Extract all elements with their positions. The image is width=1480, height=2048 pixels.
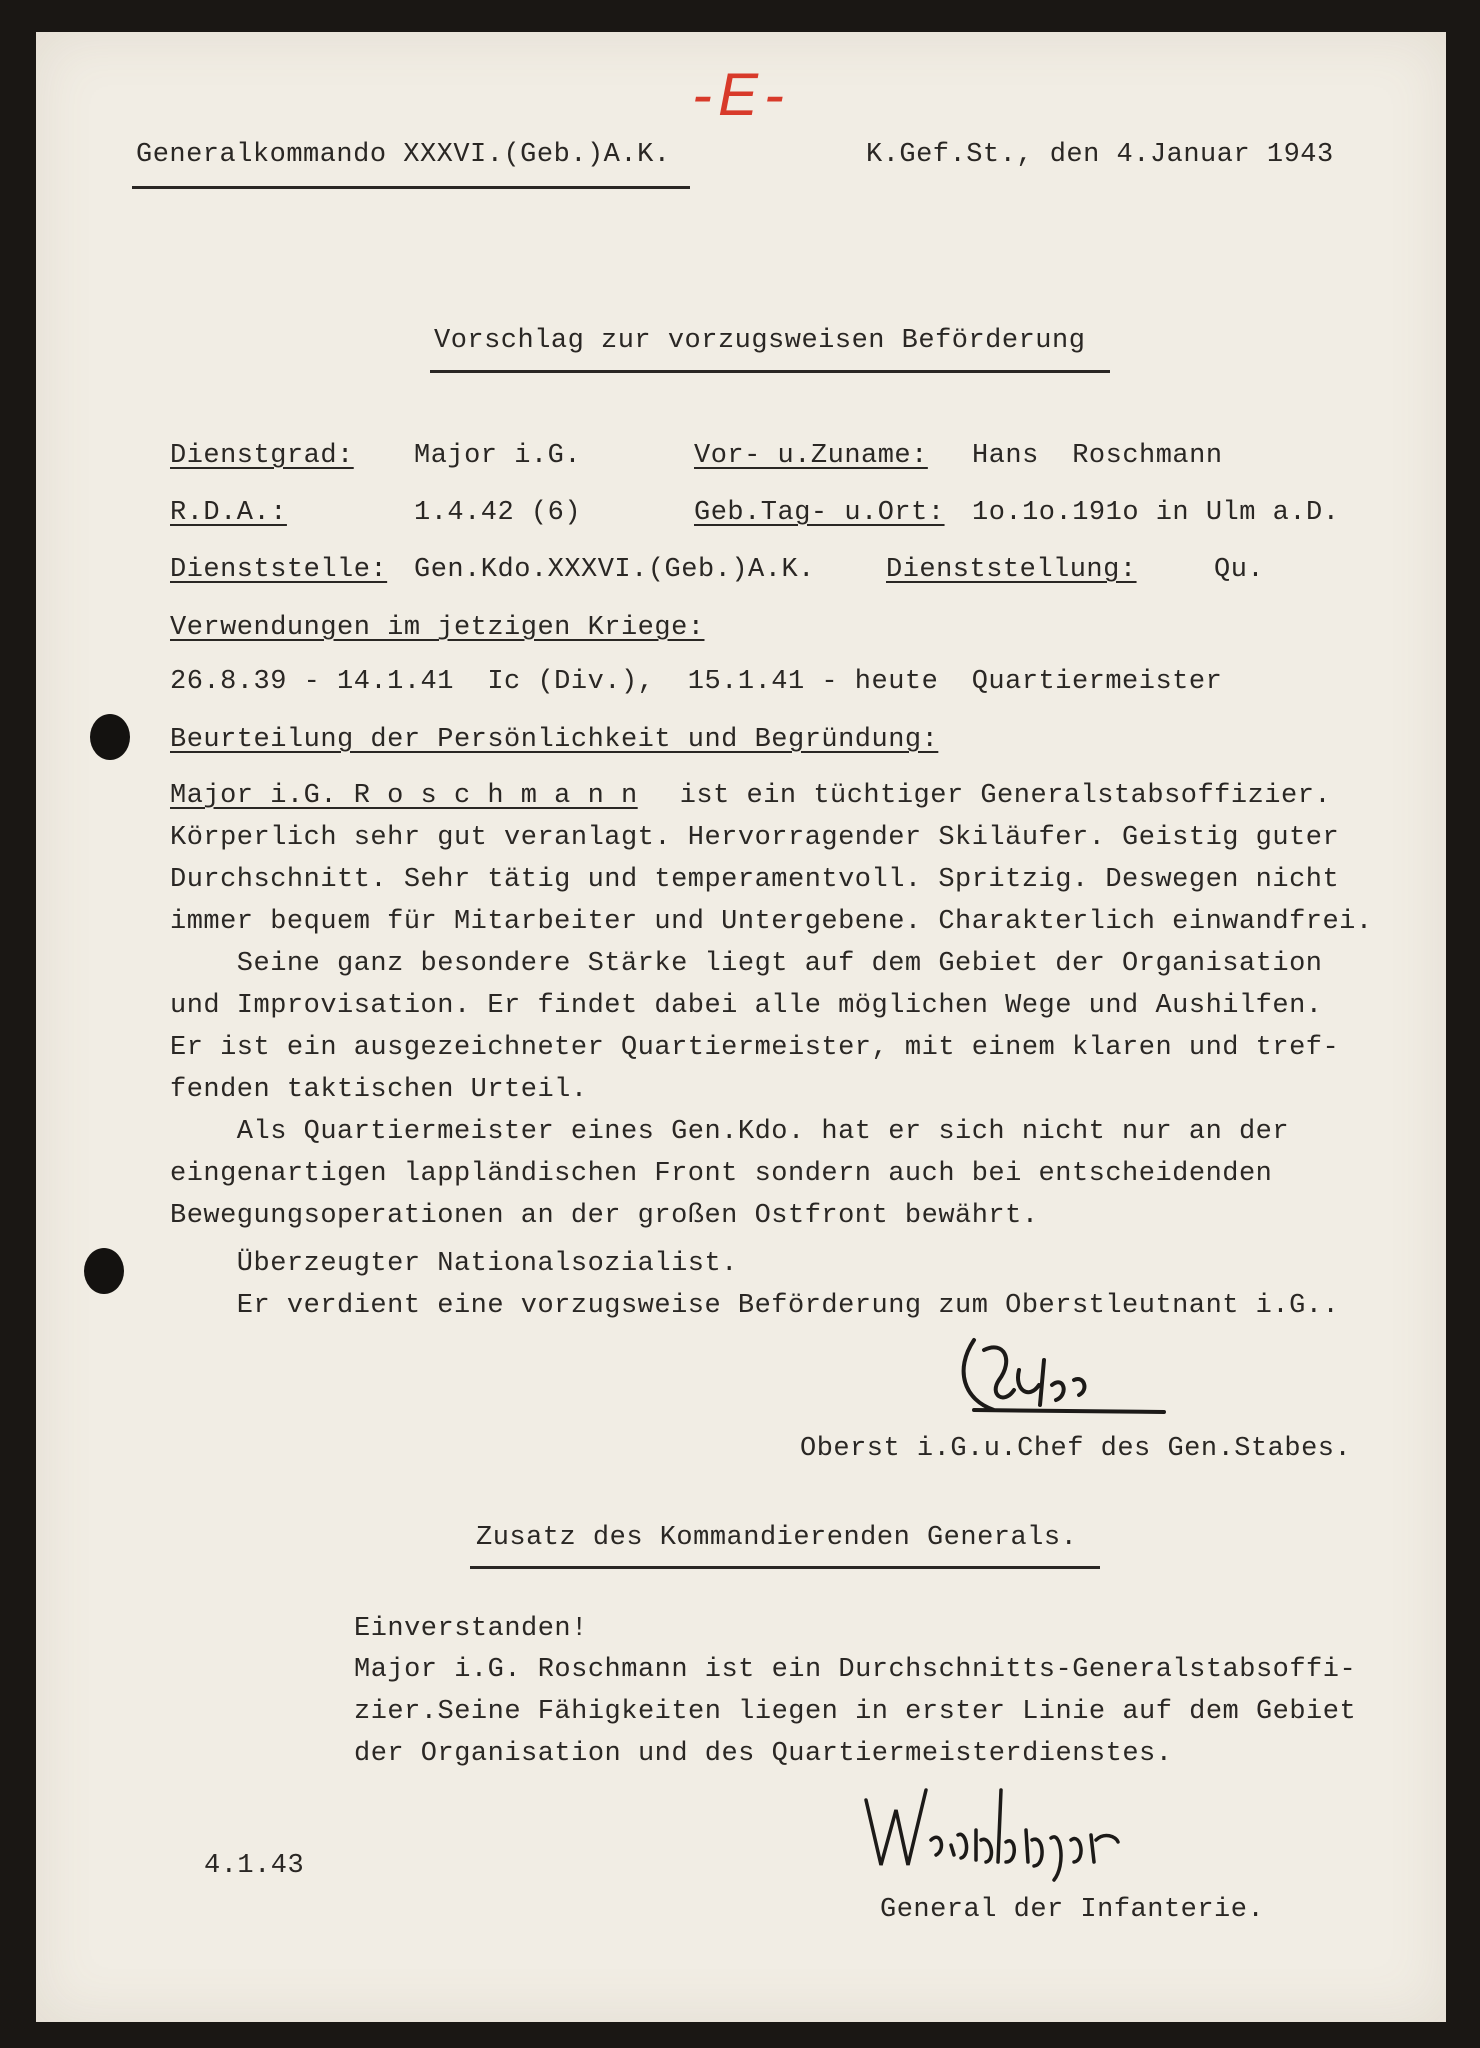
geb-value: 1o.1o.191o in Ulm a.D. bbox=[972, 498, 1340, 528]
body-line: und Improvisation. Er findet dabei alle möglichen Wege und Aushilfen. bbox=[170, 991, 1323, 1021]
dienststellung-value: Qu. bbox=[1214, 555, 1265, 585]
addendum-heading: Zusatz des Kommandierenden Generals. bbox=[476, 1523, 1078, 1553]
name-label: Vor- u.Zuname: bbox=[694, 441, 928, 471]
body-line: Körperlich sehr gut veranlagt. Hervorragender Skiläufer. Geistig guter bbox=[170, 823, 1340, 853]
body-line: Er ist ein ausgezeichneter Quartiermeister, mit einem klaren und tref- bbox=[170, 1033, 1340, 1063]
body-line: fenden taktischen Urteil. bbox=[170, 1075, 588, 1105]
geb-label: Geb.Tag- u.Ort: bbox=[694, 498, 945, 528]
addendum-line: der Organisation und des Quartiermeisterdienstes. bbox=[354, 1739, 1173, 1769]
addendum-line: zier.Seine Fähigkeiten liegen in erster Linie auf dem Gebiet bbox=[354, 1697, 1357, 1727]
body-line: Als Quartiermeister eines Gen.Kdo. hat er sich nicht nur an der bbox=[170, 1117, 1290, 1147]
dienststelle-value: Gen.Kdo.XXXVI.(Geb.)A.K. bbox=[414, 555, 815, 585]
body-line: immer bequem für Mitarbeiter und Untergebene. Charakterlich einwandfrei. bbox=[170, 907, 1373, 937]
office-header: Generalkommando XXXVI.(Geb.)A.K. bbox=[136, 140, 671, 170]
body-line1-name: Major i.G. R o s c h m a n n bbox=[170, 781, 638, 811]
verwendungen-label: Verwendungen im jetzigen Kriege: bbox=[170, 613, 705, 643]
name-value: Hans Roschmann bbox=[972, 441, 1223, 471]
document-title: Vorschlag zur vorzugsweisen Beförderung bbox=[434, 326, 1086, 356]
dienstgrad-label: Dienstgrad: bbox=[170, 441, 354, 471]
dienststelle-label: Dienststelle: bbox=[170, 555, 388, 585]
rda-label: R.D.A.: bbox=[170, 498, 287, 528]
red-e-mark: -E- bbox=[692, 61, 790, 128]
signature-chief-of-staff bbox=[944, 1330, 1184, 1430]
header-underline bbox=[132, 186, 690, 189]
chief-of-staff-caption: Oberst i.G.u.Chef des Gen.Stabes. bbox=[800, 1434, 1352, 1464]
addendum-underline bbox=[470, 1566, 1100, 1569]
beurteilung-label: Beurteilung der Persönlichkeit und Begründung: bbox=[170, 725, 939, 755]
body-line: Überzeugter Nationalsozialist. bbox=[170, 1249, 738, 1279]
punch-hole-top bbox=[90, 714, 130, 760]
punch-hole-bottom bbox=[84, 1248, 124, 1294]
body-line: Bewegungsoperationen an der großen Ostfront bewährt. bbox=[170, 1201, 1039, 1231]
dienstgrad-value: Major i.G. bbox=[414, 441, 582, 471]
addendum-line: Major i.G. Roschmann ist ein Durchschnitts-Generalstabsoffi- bbox=[354, 1655, 1357, 1685]
body-line: Durchschnitt. Sehr tätig und temperamentvoll. Spritzig. Deswegen nicht bbox=[170, 865, 1340, 895]
place-date: K.Gef.St., den 4.Januar 1943 bbox=[866, 140, 1334, 170]
verwendungen-value: 26.8.39 - 14.1.41 Ic (Div.), 15.1.41 - heute Quartiermeister bbox=[170, 667, 1223, 697]
body-line: Seine ganz besondere Stärke liegt auf dem Gebiet der Organisation bbox=[170, 949, 1323, 979]
body-line: eingenartigen lappländischen Front sondern auch bei entscheidenden bbox=[170, 1159, 1273, 1189]
signature-commanding-general bbox=[846, 1770, 1146, 1890]
dienststellung-label: Dienststellung: bbox=[886, 555, 1137, 585]
addendum-date: 4.1.43 bbox=[204, 1851, 305, 1881]
title-underline bbox=[430, 370, 1110, 373]
commanding-general-caption: General der Infanterie. bbox=[880, 1895, 1265, 1925]
body-line: Er verdient eine vorzugsweise Beförderung zum Oberstleutnant i.G.. bbox=[170, 1291, 1340, 1321]
addendum-line: Einverstanden! bbox=[354, 1614, 588, 1644]
rda-value: 1.4.42 (6) bbox=[414, 498, 582, 528]
body-line1-rest: ist ein tüchtiger Generalstabsoffizier. bbox=[663, 781, 1332, 811]
